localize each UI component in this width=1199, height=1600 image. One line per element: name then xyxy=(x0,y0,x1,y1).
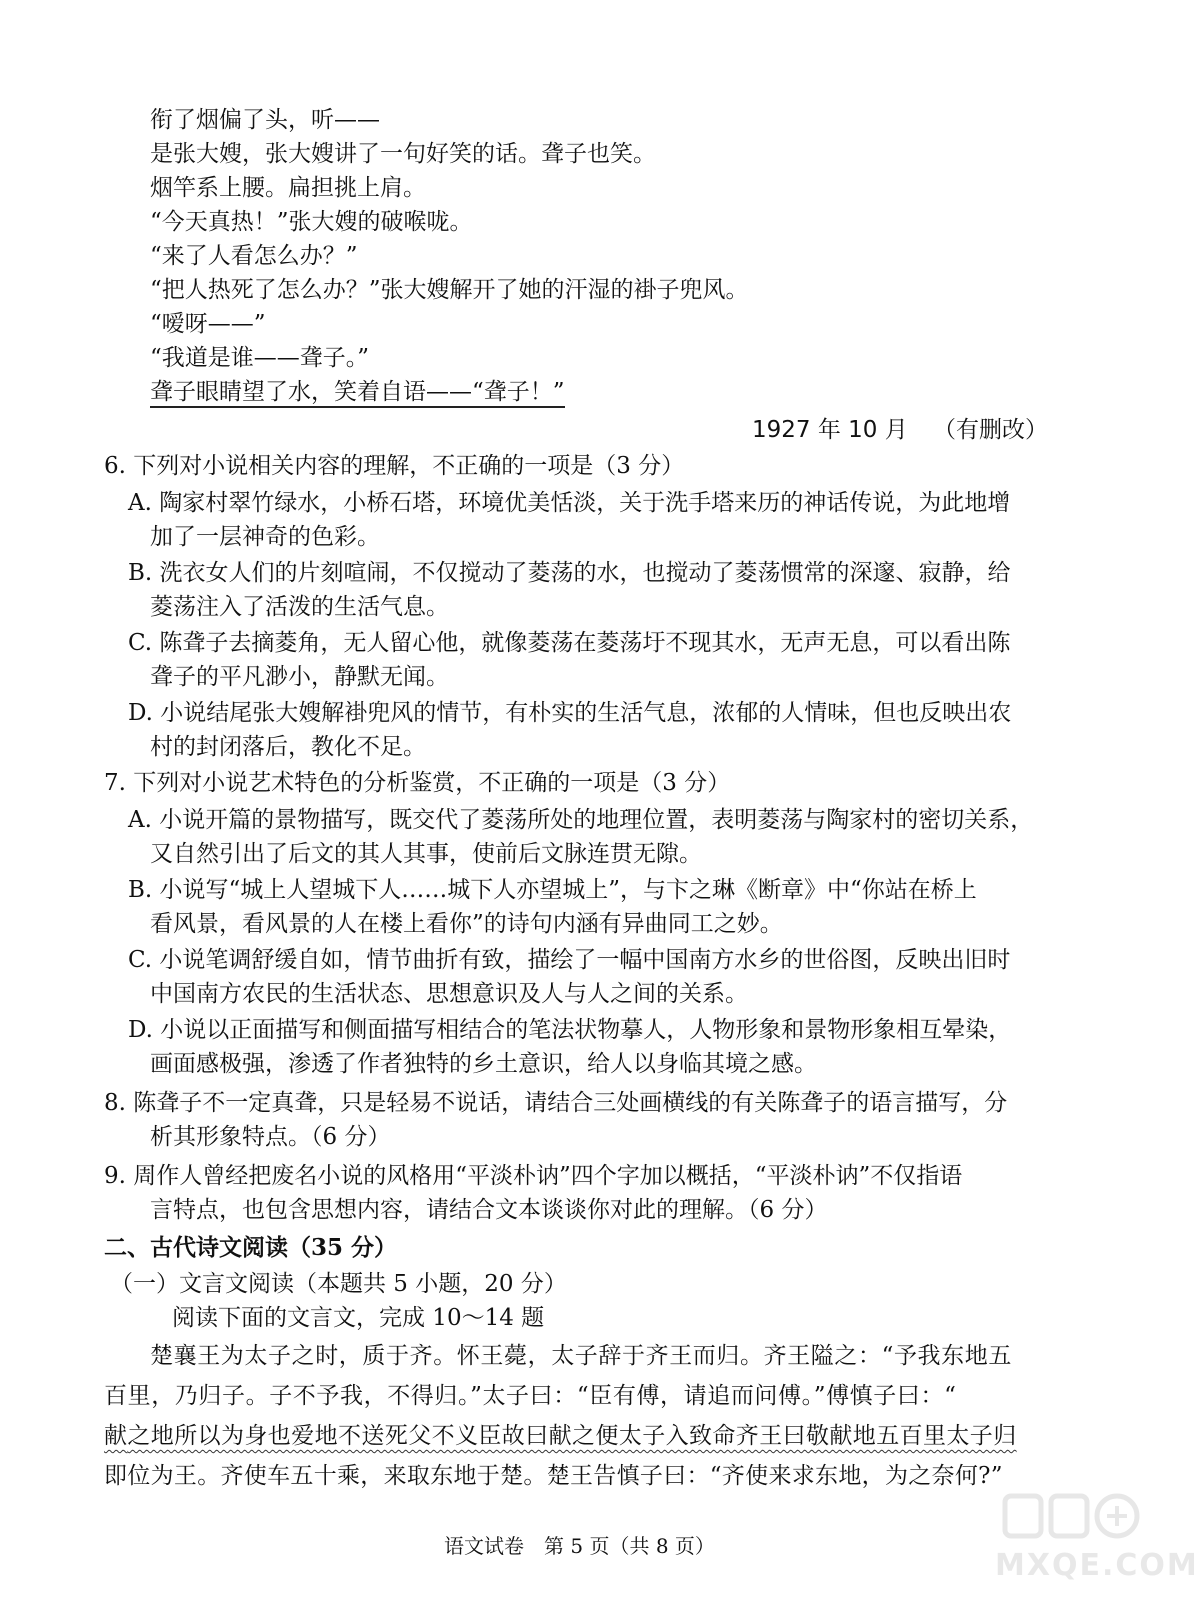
section-2-heading: 二、古代诗文阅读（35 分） xyxy=(104,1234,398,1261)
question-8-cont: 析其形象特点。（6 分） xyxy=(150,1124,391,1150)
question-8: 8. 陈聋子不一定真聋，只是轻易不说话，请结合三处画横线的有关陈聋子的语言描写，分 xyxy=(104,1090,1008,1116)
q7-option-c: C. 小说笔调舒缓自如，情节曲折有致，描绘了一幅中国南方水乡的世俗图，反映出旧时 xyxy=(128,947,1011,973)
classical-text-line-underlined xyxy=(104,1420,1017,1454)
watermark-glyph-icon xyxy=(995,1490,1145,1550)
q6-option-c: C. 陈聋子去摘菱角，无人留心他，就像菱荡在菱荡圩不现其水，无声无息，可以看出陈 xyxy=(128,630,1011,656)
q7-option-d: D. 小说以正面描写和侧面描写相结合的笔法状物摹人，人物形象和景物形象相互晕染， xyxy=(128,1017,1012,1043)
story-line: “今天真热！”张大嫂的破喉咙。 xyxy=(150,209,473,235)
classical-text-line: 百里，乃归子。子不予我，不得归。”太子曰：“臣有傅，请追而问傅。”傅慎子曰：“ xyxy=(104,1383,957,1409)
wavy-underlined-sentence: 之地所以为身也爱地不送死父不义臣故曰献之便太子入致命齐王曰敬献地五百里太子归 xyxy=(127,1423,1017,1449)
question-9-cont: 言特点，也包含思想内容，请结合文本谈谈你对此的理解。（6 分） xyxy=(150,1197,828,1223)
page-footer: 语文试卷 第 5 页（共 8 页） xyxy=(444,1534,715,1558)
q7-option-b: B. 小说写“城上人望城下人……城下人亦望城上”，与卞之琳《断章》中“你站在桥上 xyxy=(128,877,977,903)
wavy-underlined-phrase-start: 献 xyxy=(104,1423,128,1449)
story-line: “嗳呀——” xyxy=(150,311,266,337)
q7-option-b-cont: 看风景，看风景的人在楼上看你”的诗句内涵有异曲同工之妙。 xyxy=(150,911,783,937)
classical-text-line: 楚襄王为太子之时，质于齐。怀王薨，太子辞于齐王而归。齐王隘之：“予我东地五 xyxy=(150,1343,1012,1369)
question-6-stem: 6. 下列对小说相关内容的理解，不正确的一项是（3 分） xyxy=(104,453,685,479)
story-line: 衔了烟偏了头，听—— xyxy=(150,107,380,133)
question-7-stem: 7. 下列对小说艺术特色的分析鉴赏，不正确的一项是（3 分） xyxy=(104,770,731,796)
story-line: “来了人看怎么办？” xyxy=(150,243,358,269)
q6-option-b-cont: 菱荡注入了活泼的生活气息。 xyxy=(150,594,449,620)
classical-text-line: 即位为王。齐使车五十乘，来取东地于楚。楚王告慎子曰：“齐使来求东地，为之奈何?” xyxy=(104,1463,1003,1489)
reading-instruction: 阅读下面的文言文，完成 10～14 题 xyxy=(172,1305,545,1331)
q7-option-c-cont: 中国南方农民的生活状态、思想意识及人与人之间的关系。 xyxy=(150,981,748,1007)
story-date xyxy=(752,414,1048,448)
revision-note: （有删改） xyxy=(933,417,1049,443)
q7-option-a-cont: 又自然引出了后文的其人其事，使前后文脉连贯无隙。 xyxy=(150,841,702,867)
q6-option-d: D. 小说结尾张大嫂解褂兜风的情节，有朴实的生活气息，浓郁的人情味，但也反映出农 xyxy=(128,700,1012,726)
watermark-text: MXQE.COM xyxy=(995,1548,1199,1583)
underlined-speech: 聋子眼睛望了水，笑着自语——“聋子！” xyxy=(150,379,565,408)
subsection-heading: （一）文言文阅读（本题共 5 小题，20 分） xyxy=(110,1271,567,1297)
story-line-underlined xyxy=(150,376,565,410)
story-line: “我道是谁——聋子。” xyxy=(150,345,370,371)
question-9: 9. 周作人曾经把废名小说的风格用“平淡朴讷”四个字加以概括，“平淡朴讷”不仅指语 xyxy=(104,1163,963,1189)
q6-option-b: B. 洗衣女人们的片刻喧闹，不仅搅动了菱荡的水，也搅动了菱荡惯常的深邃、寂静，给 xyxy=(128,560,1011,586)
q6-option-c-cont: 聋子的平凡渺小，静默无闻。 xyxy=(150,664,449,690)
q6-option-a-cont: 加了一层神奇的色彩。 xyxy=(150,524,380,550)
q6-option-d-cont: 村的封闭落后，教化不足。 xyxy=(150,734,426,760)
site-watermark-logo xyxy=(995,1490,1199,1590)
story-line: 是张大嫂，张大嫂讲了一句好笑的话。聋子也笑。 xyxy=(150,141,656,167)
q6-option-a: A. 陶家村翠竹绿水，小桥石塔，环境优美恬淡，关于洗手塔来历的神话传说，为此地增 xyxy=(128,490,1011,516)
date-text: 1927 年 10 月 xyxy=(752,417,908,443)
story-line: 烟竿系上腰。扁担挑上肩。 xyxy=(150,175,426,201)
story-line: “把人热死了怎么办？”张大嫂解开了她的汗湿的褂子兜风。 xyxy=(150,277,749,303)
q7-option-d-cont: 画面感极强，渗透了作者独特的乡土意识，给人以身临其境之感。 xyxy=(150,1051,817,1077)
q7-option-a: A. 小说开篇的景物描写，既交代了菱荡所处的地理位置，表明菱荡与陶家村的密切关系， xyxy=(128,807,1034,833)
